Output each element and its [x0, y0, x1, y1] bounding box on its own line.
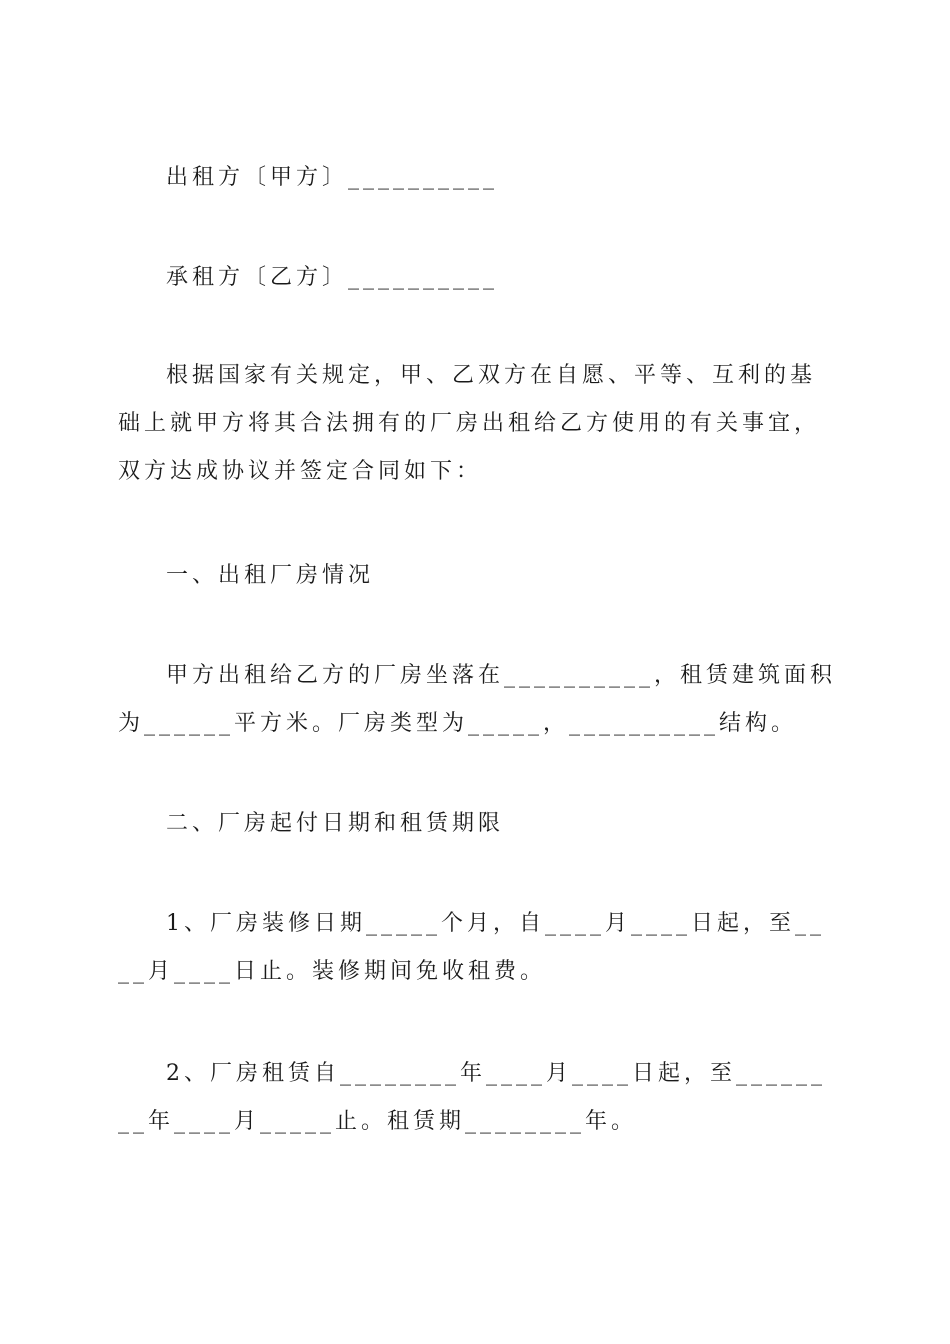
lessor-line: 出租方〔甲方〕__________ — [166, 165, 499, 190]
section-2-heading: 二、厂房起付日期和租赁期限 — [166, 811, 505, 836]
section-1-body: 甲方出租给乙方的厂房坐落在__________，租赁建筑面积为______平方米。厂房类型为_____，__________结构。 — [118, 663, 837, 736]
section-2-item-1: 1、厂房装修日期_____个月，自____月____日起，至____月____日止。装修期间免收租费。 — [118, 911, 825, 984]
preamble-paragraph: 根据国家有关规定，甲、乙双方在自愿、平等、互利的基础上就甲方将其合法拥有的厂房出租给乙方使用的有关事宜，双方达成协议并签定合同如下： — [118, 363, 821, 484]
lessee-line: 承租方〔乙方〕__________ — [166, 265, 499, 290]
section-2-item-2: 2、厂房租赁自________年____月____日起，至________年____月_____止。租赁期________年。 — [118, 1061, 826, 1134]
section-1-heading: 一、出租厂房情况 — [166, 563, 375, 588]
